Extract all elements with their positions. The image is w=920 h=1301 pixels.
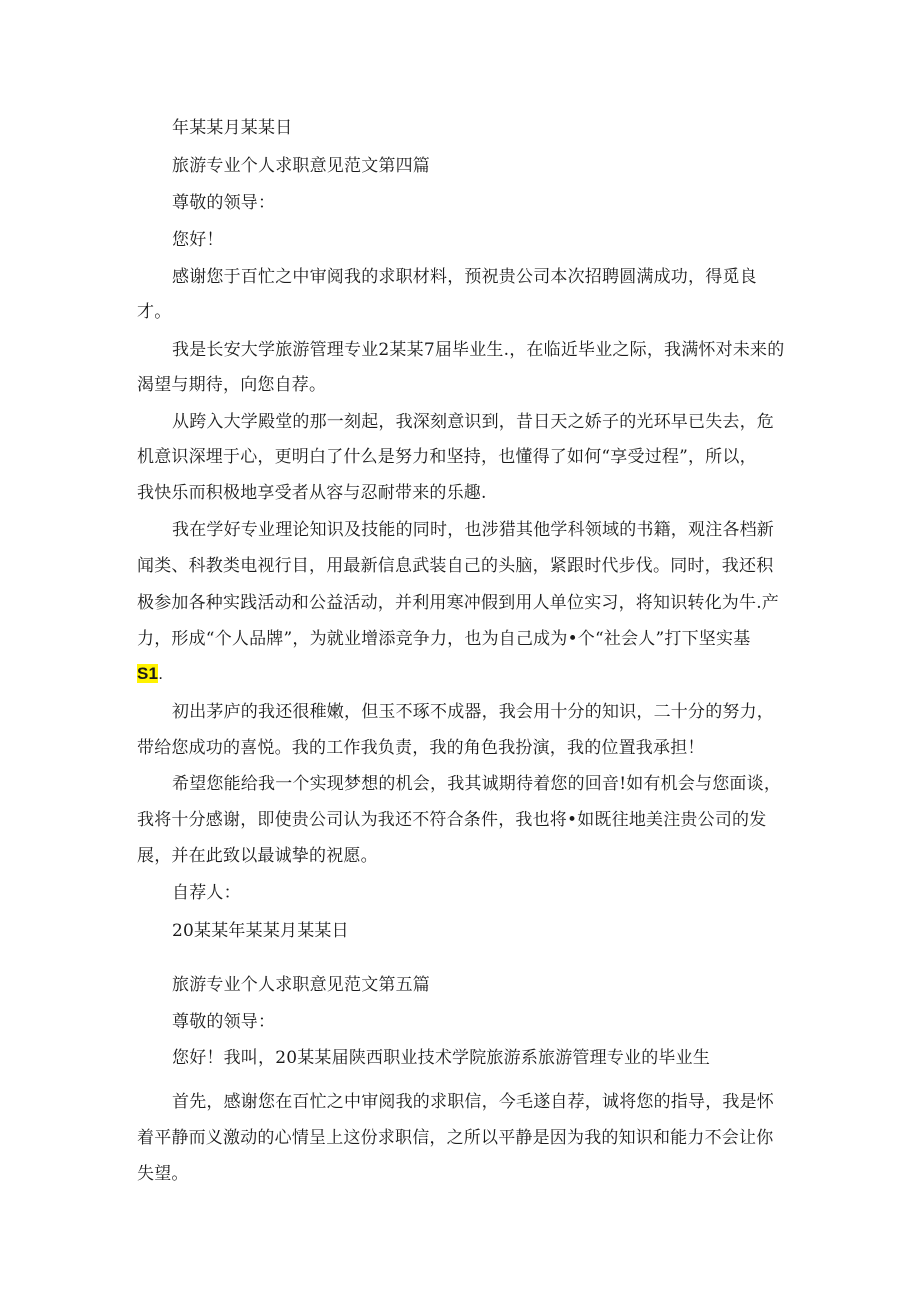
highlighted-text: S1	[137, 664, 159, 683]
salutation: 尊敬的领导：	[172, 193, 276, 213]
date-line: 年某某月某某日	[172, 118, 293, 138]
paragraph-line: 力，形成“个人品牌”，为就业增添竞争力，也为自己成为•个“社会人”打下坚实基	[137, 629, 751, 649]
paragraph-line: 首先，感谢您在百忙之中审阅我的求职信，今毛遂自荐，诚将您的指导，我是怀	[172, 1092, 774, 1112]
paragraph-line: 闻类、科教类电视行目，用最新信息武装自己的头脑，紧跟时代步伐。同时，我还积	[137, 556, 774, 576]
section-title-5: 旅游专业个人求职意见范文第五篇	[172, 975, 430, 995]
signature-date: 20某某年某某月某某日	[172, 921, 349, 941]
paragraph-line: 极参加各种实践活动和公益活动，并利用寒冲假到用人单位实习，将知识转化为牛.产	[137, 593, 780, 613]
trailing-period: .	[158, 664, 164, 683]
paragraph-line: 我快乐而积极地享受者从容与忍耐带来的乐趣.	[137, 483, 487, 503]
paragraph-line: 希望您能给我一个实现梦想的机会，我其诚期待着您的回音!如有机会与您面谈，	[172, 774, 782, 794]
paragraph-line: 渴望与期待，向您自荐。	[137, 375, 327, 395]
paragraph-line: 感谢您于百忙之中审阅我的求职材料，预祝贵公司本次招聘圆满成功，得觅良	[172, 267, 757, 287]
paragraph-line: 带给您成功的喜悦。我的工作我负责，我的角色我扮演，我的位置我承担！	[137, 738, 705, 758]
section-title-4: 旅游专业个人求职意见范文第四篇	[172, 156, 430, 176]
paragraph-line: 初出茅庐的我还很稚嫩，但玉不琢不成器，我会用十分的知识，二十分的努力，	[172, 702, 774, 722]
paragraph-line: 才。	[137, 302, 172, 322]
paragraph-line: 我将十分感谢，即使贵公司认为我还不符合条件，我也将•如既往地美注贵公司的发	[137, 810, 767, 830]
paragraph-line: 从跨入大学殿堂的那一刻起，我深刻意识到，昔日天之娇子的光环早已失去，危	[172, 412, 774, 432]
greeting: 您好！我叫，20某某届陕西职业技术学院旅游系旅游管理专业的毕业生	[172, 1048, 711, 1068]
greeting: 您好！	[172, 230, 224, 250]
paragraph-line: 我在学好专业理论知识及技能的同时，也涉猎其他学科领域的书籍，观注各档新	[172, 520, 774, 540]
paragraph-line	[137, 663, 163, 685]
salutation: 尊敬的领导：	[172, 1012, 276, 1032]
paragraph-line: 失望。	[137, 1164, 189, 1184]
paragraph-line: 机意识深埋于心，更明白了什么是努力和坚持，也懂得了如何“享受过程”，所以，	[137, 447, 757, 467]
signature-label: 自荐人：	[172, 883, 241, 903]
paragraph-line: 展，并在此致以最诚挚的祝愿。	[137, 846, 378, 866]
paragraph-line: 着平静而义激动的心情呈上这份求职信，之所以平静是因为我的知识和能力不会让你	[137, 1128, 774, 1148]
paragraph-line: 我是长安大学旅游管理专业2某某7届毕业生.，在临近毕业之际，我满怀对未来的	[172, 340, 785, 360]
